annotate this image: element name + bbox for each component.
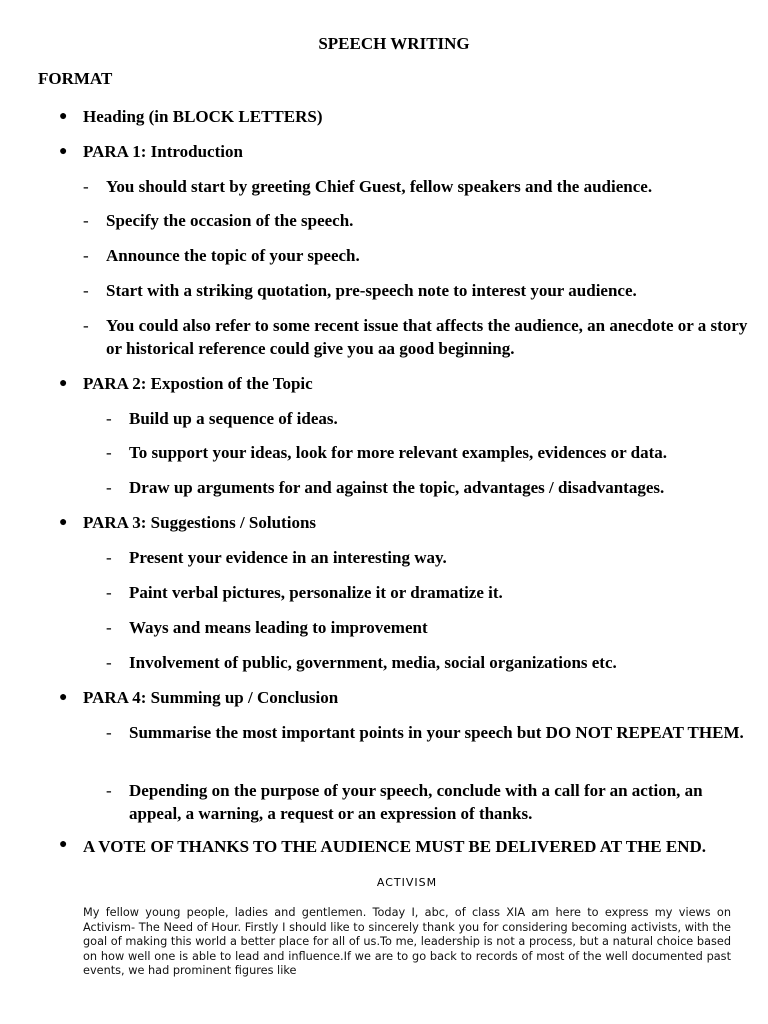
bullet-icon: ● (59, 376, 68, 391)
para1-item (83, 209, 354, 232)
bullet-para2 (59, 372, 313, 395)
format-heading: FORMAT (38, 69, 113, 88)
dash-icon: - (83, 211, 89, 230)
dash-icon: - (83, 246, 89, 265)
dash-icon: - (106, 781, 112, 800)
item-text: Depending on the purpose of your speech, conclude with a call for an action, an appeal, a warning, a request or an expression of thanks. (129, 781, 703, 823)
item-text: To support your ideas, look for more relevant examples, evidences or data. (129, 443, 668, 462)
item-text: Summarise the most important points in your speech but DO NOT REPEAT THEM. (129, 723, 744, 742)
para2-item (106, 476, 665, 499)
dash-icon: - (106, 409, 112, 428)
para3-item (106, 651, 617, 674)
para3-item (106, 581, 503, 604)
bullet-para3 (59, 511, 317, 534)
bullet-para4 (59, 686, 339, 709)
para4-item (106, 721, 749, 744)
item-text: Build up a sequence of ideas. (129, 409, 338, 428)
dash-icon: - (106, 723, 112, 742)
para1-item (83, 244, 360, 267)
bullet-text: PARA 4: Summing up / Conclusion (83, 688, 339, 707)
para1-item (83, 279, 637, 302)
item-text: Present your evidence in an interesting way. (129, 548, 447, 567)
dash-icon: - (106, 548, 112, 567)
bullet-text: A VOTE OF THANKS TO THE AUDIENCE MUST BE DELIVERED AT THE END. (83, 837, 707, 856)
item-text: Start with a striking quotation, pre-speech note to interest your audience. (106, 281, 637, 300)
para3-item (106, 546, 447, 569)
bullet-icon: ● (59, 690, 68, 705)
activism-paragraph: My fellow young people, ladies and gentlemen. Today I, abc, of class XIA am here to express my views on Activism- The Need of Hour. Firstly I should like to sincerely thank you for considering becoming activists, with the goal of making this world a better place for all of us.To me, leadership is not a process, but a natural choice based on how well one is able to lead and influence.If we are to go back to records of most of the well documented past events, we had prominent figures like (83, 906, 731, 977)
bullet-para1 (59, 140, 243, 163)
item-text: Involvement of public, government, media, social organizations etc. (129, 653, 617, 672)
page-title: SPEECH WRITING (318, 34, 470, 53)
dash-icon: - (106, 443, 112, 462)
dash-icon: - (106, 478, 112, 497)
item-text: Paint verbal pictures, personalize it or dramatize it. (129, 583, 503, 602)
bullet-icon: ● (59, 109, 68, 124)
para2-item (106, 441, 668, 464)
bullet-text: PARA 2: Expostion of the Topic (83, 374, 313, 393)
bullet-icon: ● (59, 515, 68, 530)
item-text: You should start by greeting Chief Guest, fellow speakers and the audience. (106, 177, 653, 196)
bullet-icon: ● (59, 837, 68, 852)
para1-item (83, 175, 653, 198)
bullet-vote-of-thanks (59, 837, 707, 857)
dash-icon: - (106, 653, 112, 672)
para2-item (106, 407, 338, 430)
dash-icon: - (106, 583, 112, 602)
dash-icon: - (106, 618, 112, 637)
para3-item (106, 616, 428, 639)
activism-heading: ACTIVISM (376, 876, 438, 889)
item-text: Draw up arguments for and against the topic, advantages / disadvantages. (129, 478, 665, 497)
item-text: Specify the occasion of the speech. (106, 211, 354, 230)
bullet-icon: ● (59, 144, 68, 159)
bullet-text: Heading (in BLOCK LETTERS) (83, 107, 323, 126)
bullet-heading (59, 105, 323, 128)
dash-icon: - (83, 177, 89, 196)
para4-item (106, 779, 749, 825)
bullet-text: PARA 3: Suggestions / Solutions (83, 513, 317, 532)
item-text: Announce the topic of your speech. (106, 246, 360, 265)
dash-icon: - (83, 281, 89, 300)
bullet-text: PARA 1: Introduction (83, 142, 243, 161)
para1-item (83, 314, 756, 360)
dash-icon: - (83, 316, 89, 335)
item-text: Ways and means leading to improvement (129, 618, 428, 637)
item-text: You could also refer to some recent issue that affects the audience, an anecdote or a story or historical reference could give you aa good beginning. (106, 316, 748, 358)
